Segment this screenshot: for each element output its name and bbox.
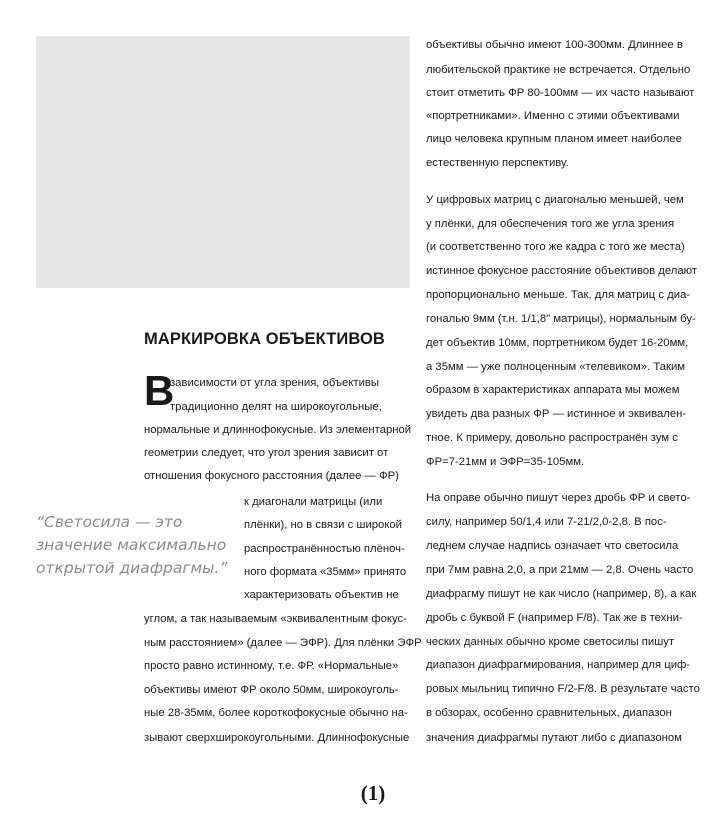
text-line: гональю 9мм (т.н. 1/1,8" матрицы), нормальным бу- [426, 313, 696, 325]
text-line: любительской практике не встречается. Отдельно [426, 64, 691, 76]
text-line: к диагонали матрицы (или [244, 496, 383, 508]
text-line: «портретниками». Именно с этими объективами [426, 110, 680, 122]
text-line: ного формата «35мм» принято [244, 566, 407, 578]
text-line: зывают сверхширокоугольными. Длиннофокусные [144, 732, 410, 744]
text-line: пропорционально меньше. Так, для матриц с диа- [426, 289, 691, 301]
text-line: стоит отметить ФР 80-100мм — их часто называют [426, 87, 695, 99]
article-heading: МАРКИРОВКА ОБЪЕКТИВОВ [144, 330, 385, 348]
text-line: углом, а так называемым «эквивалентным фокус- [144, 613, 407, 625]
text-line: На оправе обычно пишут через дробь ФР и свето- [426, 492, 691, 504]
text-line: естественную перспективу. [426, 157, 569, 169]
drop-cap: В [144, 367, 175, 414]
photo-placeholder [36, 36, 410, 288]
text-line: диафрагму пишут не как число (например, 8), а как [426, 588, 697, 600]
text-line: У цифровых матриц с диагональю меньшей, чем [426, 194, 684, 206]
text-line: плёнки), но в связи с широкой [244, 519, 402, 531]
text-line: объективы обычно имеют 100-300мм. Длиннее в [426, 39, 683, 51]
text-line: ровых мыльниц типично F/2-F/8. В результате часто [426, 683, 700, 695]
text-line: тное. К примеру, довольно распространён зум с [426, 432, 678, 444]
text-line: ФР=7-21мм и ЭФР=35-105мм. [426, 456, 585, 468]
text-line: в обзорах, особенно сравнительных, диапазон [426, 707, 672, 719]
text-line: диапазон диафрагмирования, например для циф- [426, 659, 691, 671]
pull-quote: “Светосила — это значение максимально открытой диафрагмы.” [36, 513, 228, 577]
text-line: ным расстоянием» (далее — ЭФР). Для плёнки ЭФР [144, 637, 422, 649]
text-line: истинное фокусное расстояние объективов делают [426, 265, 698, 277]
text-line: силу, например 50/1,4 или 7-21/2,0-2,8. В пос- [426, 516, 667, 528]
text-line: а 35мм — уже полноценным «телевиком». Таким [426, 361, 686, 373]
text-line: нормальные и длиннофокусные. Из элементарной [144, 424, 412, 436]
text-line: дробь с буквой F (например F/8). Так же в техни- [426, 612, 683, 624]
text-line: значения диафрагмы путают либо с диапазоном [426, 732, 682, 744]
text-line: зависимости от угла зрения, объективы [170, 377, 380, 389]
text-line: при 7мм равна 2,0, а при 21мм — 2,8. Очень часто [426, 564, 694, 576]
page-number: (1) [360, 781, 386, 805]
text-line: распространённостью плёноч- [244, 543, 405, 555]
text-line: просто равно истинному, т.е. ФР. «Нормальные» [144, 660, 399, 672]
text-line: отношения фокусного расстояния (далее — ФР) [144, 470, 399, 482]
text-line: (и соответственно того же кадра с того же места) [426, 241, 685, 253]
text-line: лицо человека крупным планом имеет наиболее [426, 133, 682, 145]
text-line: традиционно делят на широкоугольные, [170, 401, 382, 413]
text-line: ные 28-35мм, более короткофокусные обычно на- [144, 707, 408, 719]
text-line: леднем случае надпись означает что светосила [426, 540, 679, 552]
text-line: объективы имеют ФР около 50мм, широкоуголь- [144, 684, 399, 696]
text-line: образом в характеристиках аппарата мы можем [426, 384, 680, 396]
text-line: у плёнки, для обеспечения того же угла зрения [426, 218, 675, 230]
text-line: геометрии следует, что угол зрения зависит от [144, 447, 389, 459]
text-line: характеризовать объектив не [244, 589, 399, 601]
text-line: увидеть два разных ФР — истинное и эквивален- [426, 408, 687, 420]
text-line: ческих данных обычно кроме светосилы пишут [426, 636, 675, 648]
text-line: дет объектив 10мм, портретником будет 16-20мм, [426, 337, 689, 349]
